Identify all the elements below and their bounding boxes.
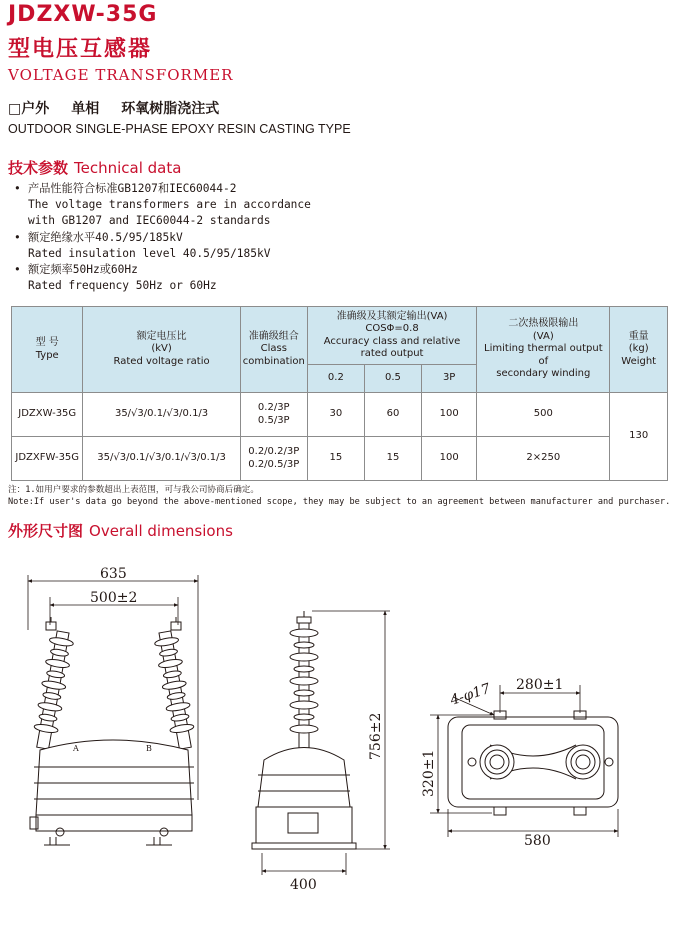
table-row	[12, 393, 668, 437]
terminal-b-label: B	[146, 744, 152, 753]
header-accuracy-3p: 3P	[422, 365, 477, 393]
header-accuracy: 准确级及其额定输出(VA) COSΦ=0.8 Accuracy class and relative rated output	[307, 307, 476, 365]
spec-item-cn: • 额定频率50Hz或60Hz	[14, 262, 311, 278]
cell-0-2: 15	[307, 437, 364, 481]
type-epoxy: 环氧树脂浇注式	[121, 101, 220, 117]
cell-thermal: 500	[477, 393, 610, 437]
technical-data-heading	[8, 157, 181, 178]
product-type-en: OUTDOOR SINGLE-PHASE EPOXY RESIN CASTING TYPE	[8, 122, 351, 136]
dim-plan-hole-spacing-x: 280±1	[516, 677, 564, 693]
dimensions-heading-en: Overall dimensions	[89, 522, 233, 540]
dim-plan-base-length: 580	[524, 833, 551, 849]
plan-view-drawing	[430, 685, 618, 837]
cell-0-5: 60	[364, 393, 421, 437]
dim-plan-holes: 4-φ17	[448, 680, 493, 709]
spec-item-en: Rated insulation level 40.5/95/185kV	[28, 246, 271, 260]
note-cn: 注：1.如用户要求的参数超出上表范围，可与我公司协商后确定。	[8, 485, 259, 495]
product-title-en: VOLTAGE TRANSFORMER	[8, 66, 234, 84]
header-class-combination: 准确级组合 Class combination	[240, 307, 307, 393]
cell-ratio: 35/√3/0.1/√3/0.1/√3/0.1/3	[83, 437, 240, 481]
type-single-phase: 单相	[71, 101, 100, 117]
header-weight: 重量 (kg) Weight	[610, 307, 668, 393]
header-voltage-ratio: 额定电压比 (kV) Rated voltage ratio	[83, 307, 240, 393]
front-view-drawing	[28, 575, 198, 845]
terminal-a-label: A	[73, 744, 79, 753]
cell-0-2: 30	[307, 393, 364, 437]
dimension-drawings	[0, 545, 680, 942]
type-outdoor: □户外	[8, 101, 50, 117]
dimensions-heading-cn: 外形尺寸图	[8, 522, 84, 540]
dim-front-terminal-spacing: 500±2	[90, 590, 138, 606]
spec-item-en: The voltage transformers are in accordance	[28, 198, 311, 212]
cell-type: JDZXW-35G	[12, 393, 83, 437]
cell-type: JDZXFW-35G	[12, 437, 83, 481]
technical-heading-en: Technical data	[74, 159, 182, 177]
cell-0-5: 15	[364, 437, 421, 481]
cell-3p: 100	[422, 437, 477, 481]
dim-front-overall-width: 635	[100, 566, 127, 582]
cell-3p: 100	[422, 393, 477, 437]
cell-class: 0.2/3P 0.5/3P	[240, 393, 307, 437]
technical-data-table	[11, 306, 668, 481]
model-number: JDZXW-35G	[8, 2, 158, 27]
header-type: 型 号 Type	[12, 307, 83, 393]
header-accuracy-0-2: 0.2	[307, 365, 364, 393]
spec-item-cn: • 额定绝缘水平40.5/95/185kV	[14, 230, 311, 246]
cell-thermal: 2×250	[477, 437, 610, 481]
cell-ratio: 35/√3/0.1/√3/0.1/3	[83, 393, 240, 437]
product-type-cn	[8, 98, 241, 118]
table-row	[12, 437, 668, 481]
table-notes	[8, 484, 670, 508]
cell-class: 0.2/0.2/3P 0.2/0.5/3P	[240, 437, 307, 481]
dimensions-heading	[8, 520, 233, 541]
header-accuracy-0-5: 0.5	[364, 365, 421, 393]
dim-side-height: 756±2	[368, 712, 384, 760]
cell-weight: 130	[610, 393, 668, 481]
spec-item-en: Rated frequency 50Hz or 60Hz	[28, 279, 217, 293]
spec-item-cn: • 产品性能符合标准GB1207和IEC60044-2	[14, 181, 311, 197]
header-thermal-output: 二次热极限输出 (VA) Limiting thermal output of secondary winding	[477, 307, 610, 393]
technical-spec-list	[14, 181, 311, 294]
note-en: Note:If user's data go beyond the above-mentioned scope, they may be subject to an agreement between manufacturer and purchaser.	[8, 497, 671, 507]
product-title-cn: 型电压互感器	[8, 37, 153, 62]
spec-item-en: with GB1207 and IEC60044-2 standards	[28, 214, 271, 228]
dim-plan-hole-spacing-y: 320±1	[421, 749, 437, 797]
dim-side-base-width: 400	[290, 877, 317, 893]
technical-heading-cn: 技术参数	[8, 159, 69, 177]
